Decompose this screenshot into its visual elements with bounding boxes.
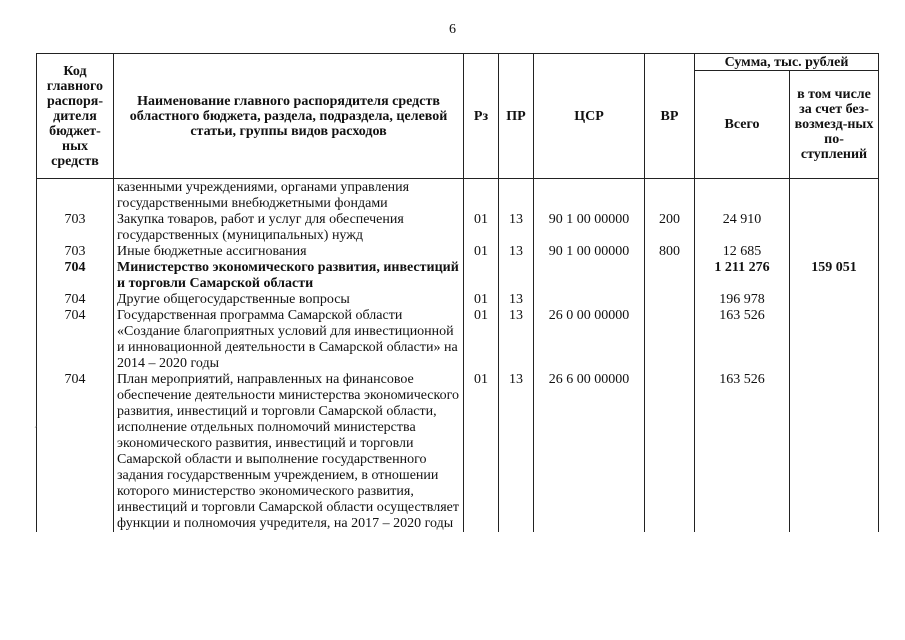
cell-csr [534, 179, 645, 213]
cell-rz: 01 [464, 244, 499, 260]
col-header-free: в том числе за счет без-возмезд-ных по-ступлений [790, 71, 879, 179]
table-row [37, 212, 879, 244]
table-row [37, 292, 879, 308]
cell-pr: 13 [499, 212, 534, 244]
col-header-name: Наименование главного распорядителя средств областного бюджета, раздела, подраздела, целевой статьи, группы видов расходов [114, 54, 464, 179]
cell-rz: 01 [464, 372, 499, 532]
cell-code: 703 [37, 212, 114, 244]
col-header-total: Всего [695, 71, 790, 179]
cell-csr: 26 6 00 00000 [534, 372, 645, 532]
col-header-code: Код главного распоря-дителя бюджет-ных средств [37, 54, 114, 179]
cell-vr: 200 [645, 212, 695, 244]
cell-name: Государственная программа Самарской области «Создание благоприятных условий для инвестиционной и инновационной деятельности в Самарской области» на 2014 – 2020 годы [114, 308, 464, 372]
cell-code: 704 [37, 308, 114, 372]
page-number: 6 [449, 22, 456, 37]
table-body [37, 179, 879, 533]
cell-total [695, 179, 790, 213]
cell-code: 704 [37, 372, 114, 532]
cell-total: 24 910 [695, 212, 790, 244]
table-row [37, 244, 879, 260]
cell-name: казенными учреждениями, органами управления государственными внебюджетными фондами [114, 179, 464, 213]
cell-code [37, 179, 114, 213]
cell-csr: 90 1 00 00000 [534, 244, 645, 260]
cell-free [790, 292, 879, 308]
cell-total: 196 978 [695, 292, 790, 308]
col-header-sum: Сумма, тыс. рублей [695, 54, 879, 71]
cell-total: 12 685 [695, 244, 790, 260]
cell-free: 159 051 [790, 260, 879, 292]
cell-csr: 90 1 00 00000 [534, 212, 645, 244]
cell-vr [645, 308, 695, 372]
cell-pr [499, 179, 534, 213]
cell-rz: 01 [464, 308, 499, 372]
cell-pr: 13 [499, 292, 534, 308]
col-header-rz: Рз [464, 54, 499, 179]
cell-vr [645, 260, 695, 292]
cell-total: 163 526 [695, 372, 790, 532]
col-header-pr: ПР [499, 54, 534, 179]
cell-code: 704 [37, 292, 114, 308]
scan-mark: ´ [34, 425, 37, 435]
cell-pr: 13 [499, 244, 534, 260]
col-header-vr: ВР [645, 54, 695, 179]
cell-name: Другие общегосударственные вопросы [114, 292, 464, 308]
table-row [37, 260, 879, 292]
cell-rz [464, 179, 499, 213]
cell-rz: 01 [464, 292, 499, 308]
cell-vr [645, 372, 695, 532]
cell-vr [645, 292, 695, 308]
cell-name: Закупка товаров, работ и услуг для обеспечения государственных (муниципальных) нужд [114, 212, 464, 244]
table-row [37, 372, 879, 532]
cell-free [790, 179, 879, 213]
col-header-csr: ЦСР [534, 54, 645, 179]
cell-csr [534, 292, 645, 308]
budget-table [36, 53, 879, 532]
cell-total: 1 211 276 [695, 260, 790, 292]
cell-pr: 13 [499, 308, 534, 372]
cell-vr: 800 [645, 244, 695, 260]
table-row [37, 179, 879, 213]
cell-pr: 13 [499, 372, 534, 532]
cell-free [790, 372, 879, 532]
cell-code: 704 [37, 260, 114, 292]
cell-rz: 01 [464, 212, 499, 244]
cell-rz [464, 260, 499, 292]
cell-name: Министерство экономического развития, инвестиций и торговли Самарской области [114, 260, 464, 292]
cell-pr [499, 260, 534, 292]
cell-csr: 26 0 00 00000 [534, 308, 645, 372]
table-row [37, 308, 879, 372]
cell-free [790, 308, 879, 372]
cell-name: Иные бюджетные ассигнования [114, 244, 464, 260]
cell-code: 703 [37, 244, 114, 260]
cell-free [790, 244, 879, 260]
cell-csr [534, 260, 645, 292]
cell-name: План мероприятий, направленных на финансовое обеспечение деятельности министерства экономического развития, инвестиций и торговли Самарской области, исполнение отдельных полномочий министерства экономического развития, инвестиций и торговли Самарской области и выполнение государственного задания государственным учреждением, в отношении которого министерство экономического развития, инвестиций и торговли Самарской области осуществляет функции и полномочия учредителя, на 2017 – 2020 годы [114, 372, 464, 532]
cell-vr [645, 179, 695, 213]
cell-total: 163 526 [695, 308, 790, 372]
cell-free [790, 212, 879, 244]
